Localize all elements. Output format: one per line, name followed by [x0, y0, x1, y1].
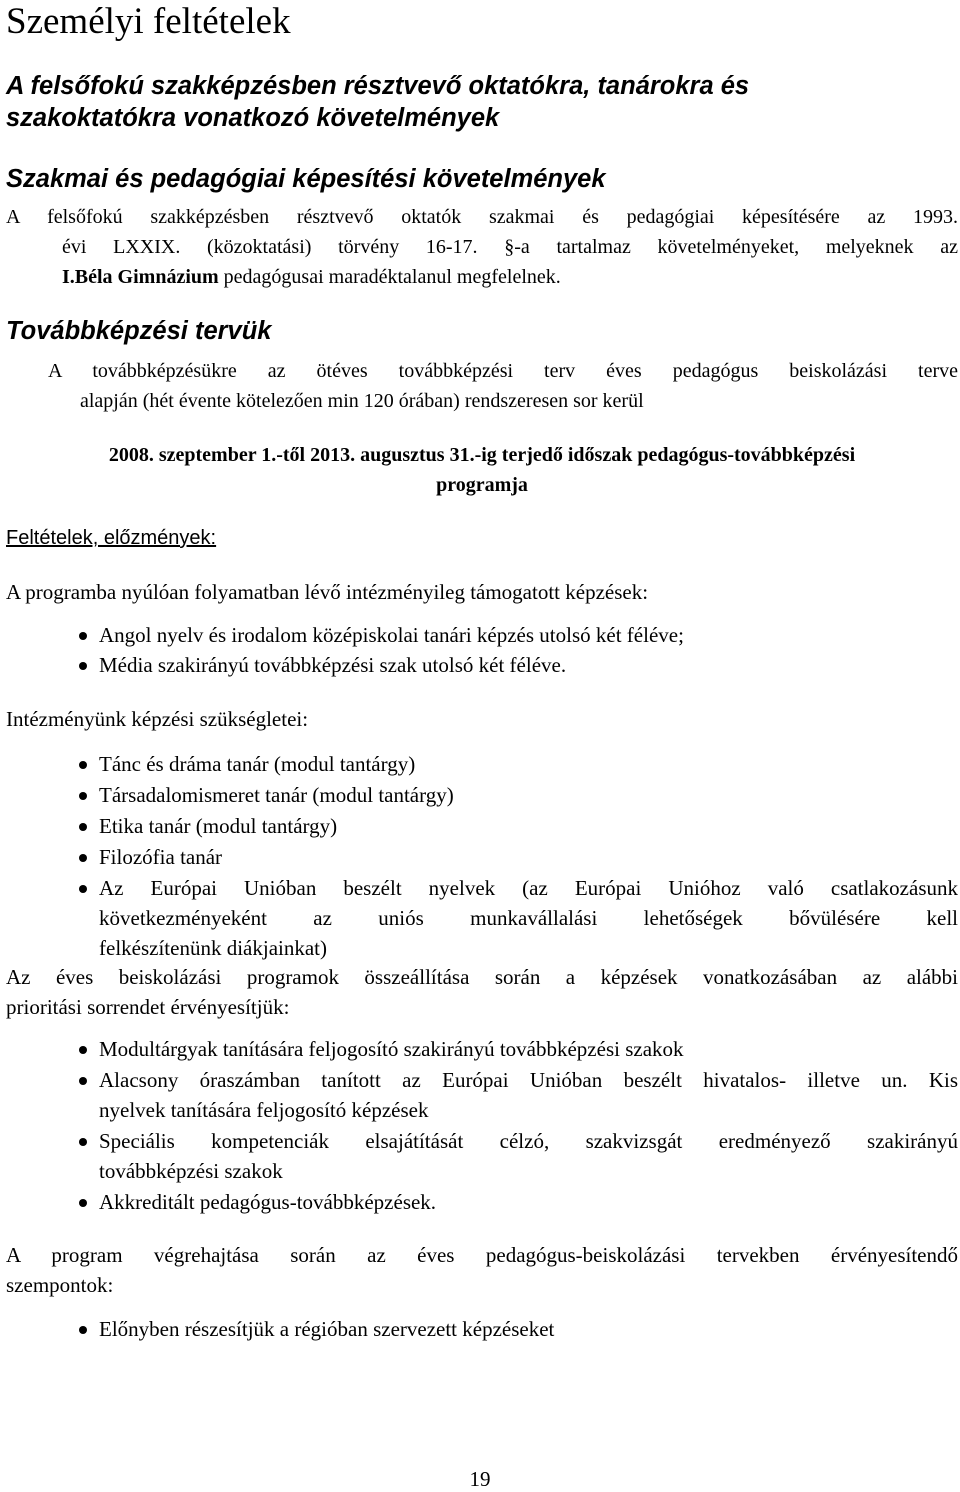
needs-item-5-line-2: következményeként az uniós munkavállalási lehetőségek bővülésére kell [99, 906, 958, 930]
priority-item-3-line-1: Speciális kompetenciák elsajátítását célzó, szakvizsgát eredményező szakirányú [99, 1129, 958, 1153]
priority-paragraph-line-2: prioritási sorrendet érvényesítjük: [6, 995, 290, 1019]
school-name: I.Béla Gimnázium [62, 266, 219, 288]
program-title-line-1: 2008. szeptember 1.-től 2013. augusztus 31.-ig terjedő időszak pedagógus-továbbképzési [108, 444, 856, 466]
needs-item-5-line-1: Az Európai Unióban beszélt nyelvek (az Európai Unióhoz való csatlakozásunk [99, 876, 958, 900]
bullet-icon [79, 823, 87, 831]
bullet-icon [79, 761, 87, 769]
requirements-heading-line-1: A felsőfokú szakképzésben résztvevő oktatókra, tanárokra és [6, 72, 750, 100]
qualification-heading: Szakmai és pedagógiai képesítési követelmények [6, 165, 606, 193]
qualification-paragraph-rest: pedagógusai maradéktalanul megfelelnek. [218, 266, 561, 288]
requirements-heading-line-2: szakoktatókra vonatkozó követelmények [6, 104, 500, 132]
bullet-icon [79, 1077, 87, 1085]
training-paragraph-line-2: alapján (hét évente kötelezően min 120 órában) rendszeresen sor kerül [80, 390, 644, 412]
needs-item-2: Társadalomismeret tanár (modul tantárgy) [99, 783, 454, 807]
priority-item-4: Akkreditált pedagógus-továbbképzések. [99, 1190, 437, 1214]
training-plan-heading: Továbbképzési tervük [6, 317, 272, 345]
qualification-paragraph-line-3 [62, 263, 561, 291]
bullet-icon [79, 1046, 87, 1054]
training-paragraph-line-1: A továbbképzésükre az ötéves továbbképzési terv éves pedagógus beiskolázási terve [48, 360, 958, 382]
needs-item-4: Filozófia tanár [99, 845, 223, 869]
page-number: 19 [469, 1467, 491, 1491]
bullet-icon [79, 854, 87, 862]
priority-item-1: Modultárgyak tanítására feljogosító szakirányú továbbképzési szakok [99, 1037, 684, 1061]
priority-item-2-line-1: Alacsony óraszámban tanított az Európai Unióban beszélt hivatalos- illetve un. Kis [99, 1068, 958, 1092]
bullet-icon [79, 792, 87, 800]
priority-item-2-line-2: nyelvek tanítására feljogosító képzések [99, 1098, 429, 1122]
needs-item-3: Etika tanár (modul tantárgy) [99, 814, 338, 838]
qualification-paragraph-line-1: A felsőfokú szakképzésben résztvevő oktatók szakmai és pedagógiai képesítésére az 1993. [6, 206, 958, 228]
conditions-label: Feltételek, előzmények: [6, 527, 217, 549]
needs-label: Intézményünk képzési szükségletei: [6, 707, 309, 731]
ongoing-item-1: Angol nyelv és irodalom középiskolai tanári képzés utolsó két féléve; [99, 623, 684, 647]
bullet-icon [79, 1199, 87, 1207]
bullet-icon [79, 1138, 87, 1146]
bullet-icon [79, 885, 87, 893]
ongoing-item-2: Média szakirányú továbbképzési szak utolsó két féléve. [99, 653, 567, 677]
bullet-icon [79, 1326, 87, 1334]
bullet-icon [79, 662, 87, 670]
needs-item-5-line-3: felkészítenünk diákjainkat) [99, 936, 327, 960]
page-title: Személyi feltételek [6, 1, 291, 42]
execution-paragraph-line-2: szempontok: [6, 1273, 114, 1297]
needs-item-1: Tánc és dráma tanár (modul tantárgy) [99, 752, 416, 776]
program-title-line-2: programja [436, 474, 528, 496]
execution-paragraph-line-1: A program végrehajtása során az éves pedagógus-beiskolázási tervekben érvényesítendő [6, 1243, 958, 1267]
bullet-icon [79, 632, 87, 640]
ongoing-intro: A programba nyúlóan folyamatban lévő intézményileg támogatott képzések: [6, 580, 649, 604]
priority-paragraph-line-1: Az éves beiskolázási programok összeállítása során a képzések vonatkozásában az alábbi [6, 965, 958, 989]
execution-item-1: Előnyben részesítjük a régióban szervezett képzéseket [99, 1317, 555, 1341]
priority-item-3-line-2: továbbképzési szakok [99, 1159, 283, 1183]
qualification-paragraph-line-2: évi LXXIX. (közoktatási) törvény 16-17. §-a tartalmaz követelményeket, melyeknek az [62, 236, 958, 258]
